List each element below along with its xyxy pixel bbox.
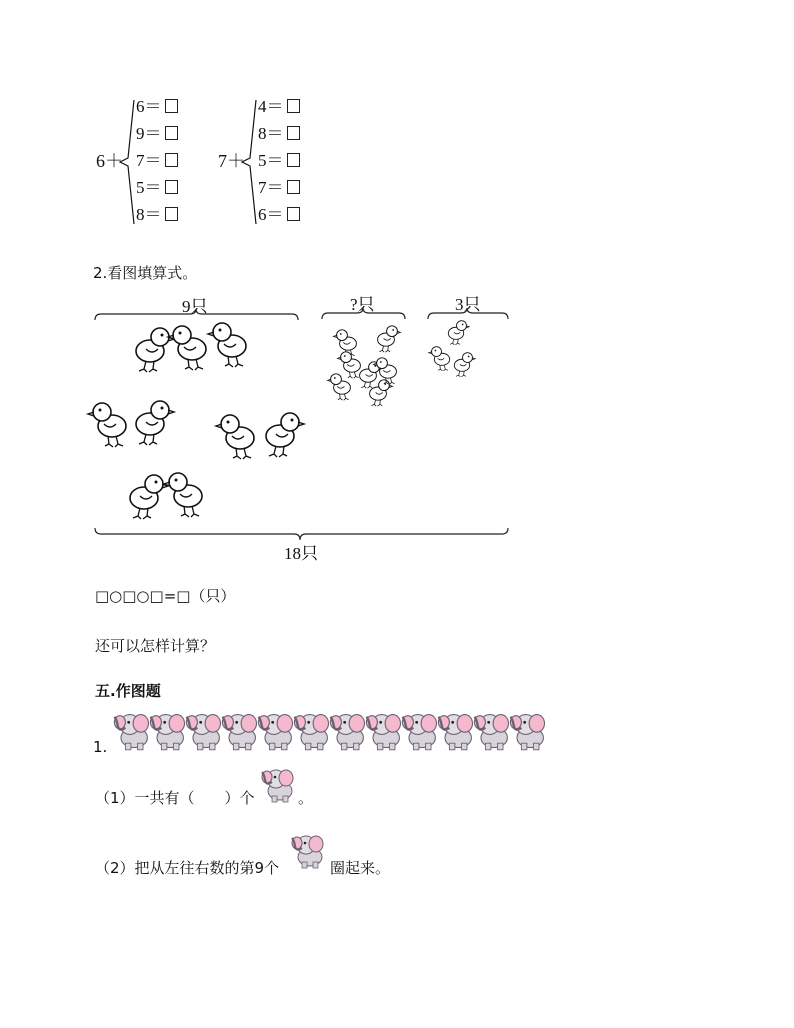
formula-blanks: □○□○□=□（只） — [95, 587, 236, 605]
chick-drawing — [168, 326, 206, 370]
elephant-row — [110, 708, 560, 754]
elephant-icon — [506, 708, 550, 752]
equation-text: 9＝ — [136, 124, 162, 143]
question-2-title: 2.看图填算式。 — [93, 264, 198, 282]
label-18: 18只 — [284, 544, 318, 563]
equation-text: 6＝ — [258, 205, 284, 224]
chick-drawing — [328, 374, 351, 400]
label-unknown: ?只 — [350, 295, 375, 314]
section-5-heading: 五.作图题 — [95, 682, 161, 700]
label-9: 9只 — [182, 297, 208, 316]
chick-drawing — [88, 403, 126, 447]
chick-drawing — [208, 323, 246, 367]
elephant-item[interactable] — [506, 708, 550, 756]
question-5-1-end: 。 — [298, 789, 314, 807]
chick-drawing — [454, 353, 475, 377]
elephant-icon — [288, 830, 328, 870]
chick-drawing — [266, 413, 304, 457]
equation-text: 5＝ — [258, 151, 284, 170]
equation-text: 8＝ — [136, 205, 162, 224]
question-5-1 — [95, 787, 255, 808]
chick-drawing — [370, 380, 393, 406]
equation-text: 6＝ — [136, 97, 162, 116]
elephant-icon-q2 — [288, 830, 328, 870]
chick-drawing — [216, 415, 254, 459]
equation-text: 4＝ — [258, 97, 284, 116]
equation-text: 7＝ — [136, 151, 162, 170]
chick-drawing — [338, 352, 361, 378]
equation-prefix-6: 6＋ — [96, 151, 123, 171]
chick-drawing — [136, 401, 174, 445]
chick-drawing — [429, 347, 450, 371]
label-3: 3只 — [455, 295, 481, 314]
question-other-way: 还可以怎样计算？ — [95, 637, 216, 655]
item-1-number: 1. — [93, 738, 108, 756]
question-5-2-end: 圈起来。 — [330, 859, 391, 877]
question-5-1-text: （1）一共有（ ）个 — [95, 789, 255, 807]
equation-text: 7＝ — [258, 178, 284, 197]
equation-text: 8＝ — [258, 124, 284, 143]
question-5-2: （2）把从左往右数的第9个 — [95, 859, 280, 877]
chick-drawing — [448, 321, 469, 345]
chick-drawing — [378, 326, 401, 352]
equation-prefix-7: 7＋ — [218, 151, 245, 171]
elephant-icon-q1 — [258, 764, 298, 804]
equation-text: 5＝ — [136, 178, 162, 197]
chick-drawing — [164, 473, 202, 517]
chick-drawing — [130, 475, 168, 519]
chick-drawing — [136, 328, 174, 372]
elephant-icon — [258, 764, 298, 804]
